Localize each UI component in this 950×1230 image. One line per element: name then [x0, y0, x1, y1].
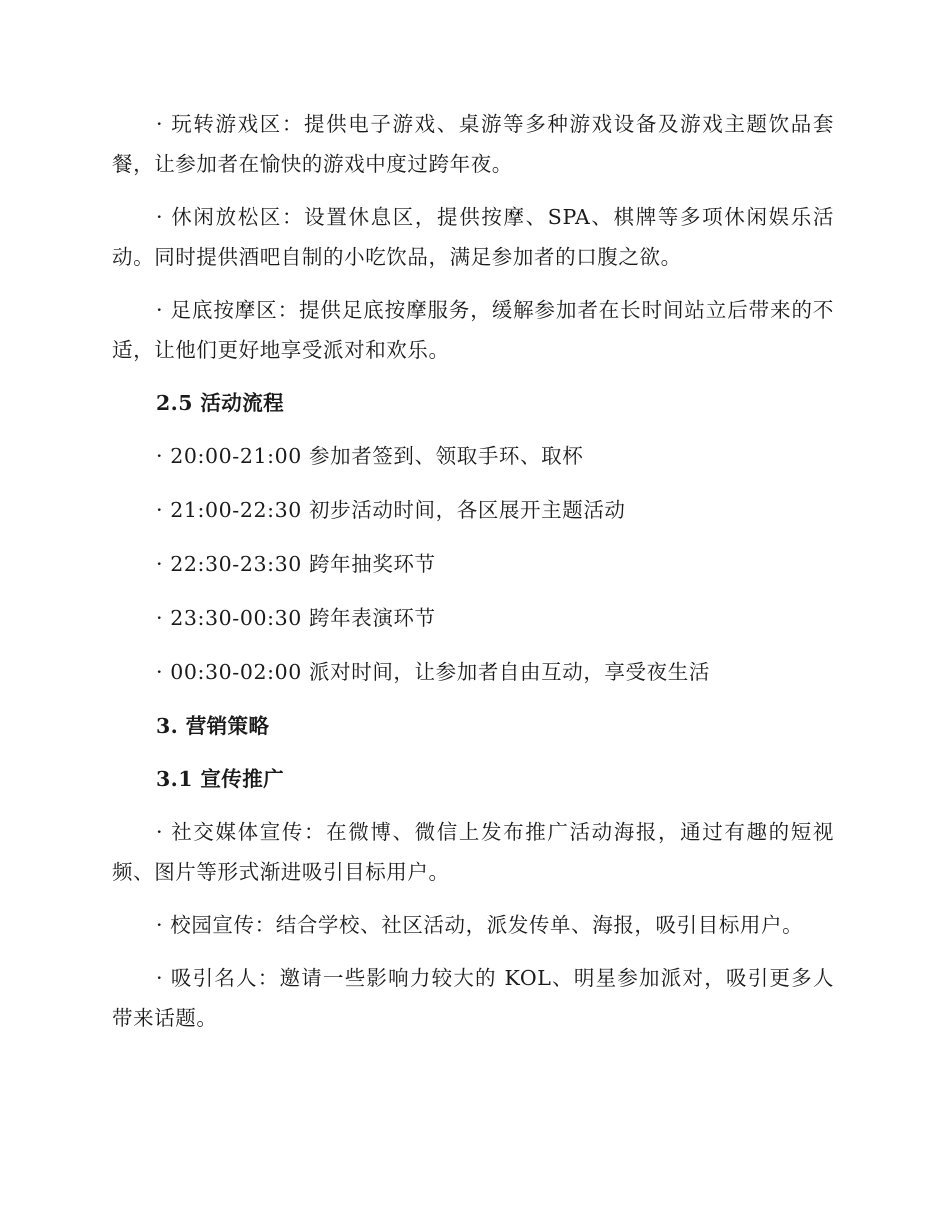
section-3-heading: 3. 营销策略	[156, 714, 270, 738]
schedule-item: · 23:30-00:30 跨年表演环节	[156, 606, 436, 630]
zone-foot-massage-paragraph: · 足底按摩区：提供足底按摩服务，缓解参加者在长时间站立后带来的不适，让他们更好地享受派对和欢乐。	[112, 298, 834, 362]
promo-social-media-paragraph: · 社交媒体宣传：在微博、微信上发布推广活动海报，通过有趣的短视频、图片等形式渐进吸引目标用户。	[112, 820, 834, 884]
section-3-1-heading: 3.1 宣传推广	[156, 767, 285, 791]
schedule-item: · 20:00-21:00 参加者签到、领取手环、取杯	[156, 444, 584, 468]
promo-campus-paragraph: · 校园宣传：结合学校、社区活动，派发传单、海报，吸引目标用户。	[156, 913, 804, 937]
zone-relax-paragraph: · 休闲放松区：设置休息区，提供按摩、SPA、棋牌等多项休闲娱乐活动。同时提供酒吧自制的小吃饮品，满足参加者的口腹之欲。	[112, 205, 834, 269]
promo-celebrity-paragraph: · 吸引名人：邀请一些影响力较大的 KOL、明星参加派对，吸引更多人带来话题。	[112, 966, 834, 1030]
section-2-5-heading: 2.5 活动流程	[156, 391, 285, 415]
schedule-item: · 21:00-22:30 初步活动时间，各区展开主题活动	[156, 498, 626, 522]
schedule-item: · 00:30-02:00 派对时间，让参加者自由互动，享受夜生活	[156, 660, 710, 684]
zone-game-paragraph: · 玩转游戏区：提供电子游戏、桌游等多种游戏设备及游戏主题饮品套餐，让参加者在愉快的游戏中度过跨年夜。	[112, 112, 834, 176]
schedule-item: · 22:30-23:30 跨年抽奖环节	[156, 552, 436, 576]
document-page	[112, 104, 834, 1051]
